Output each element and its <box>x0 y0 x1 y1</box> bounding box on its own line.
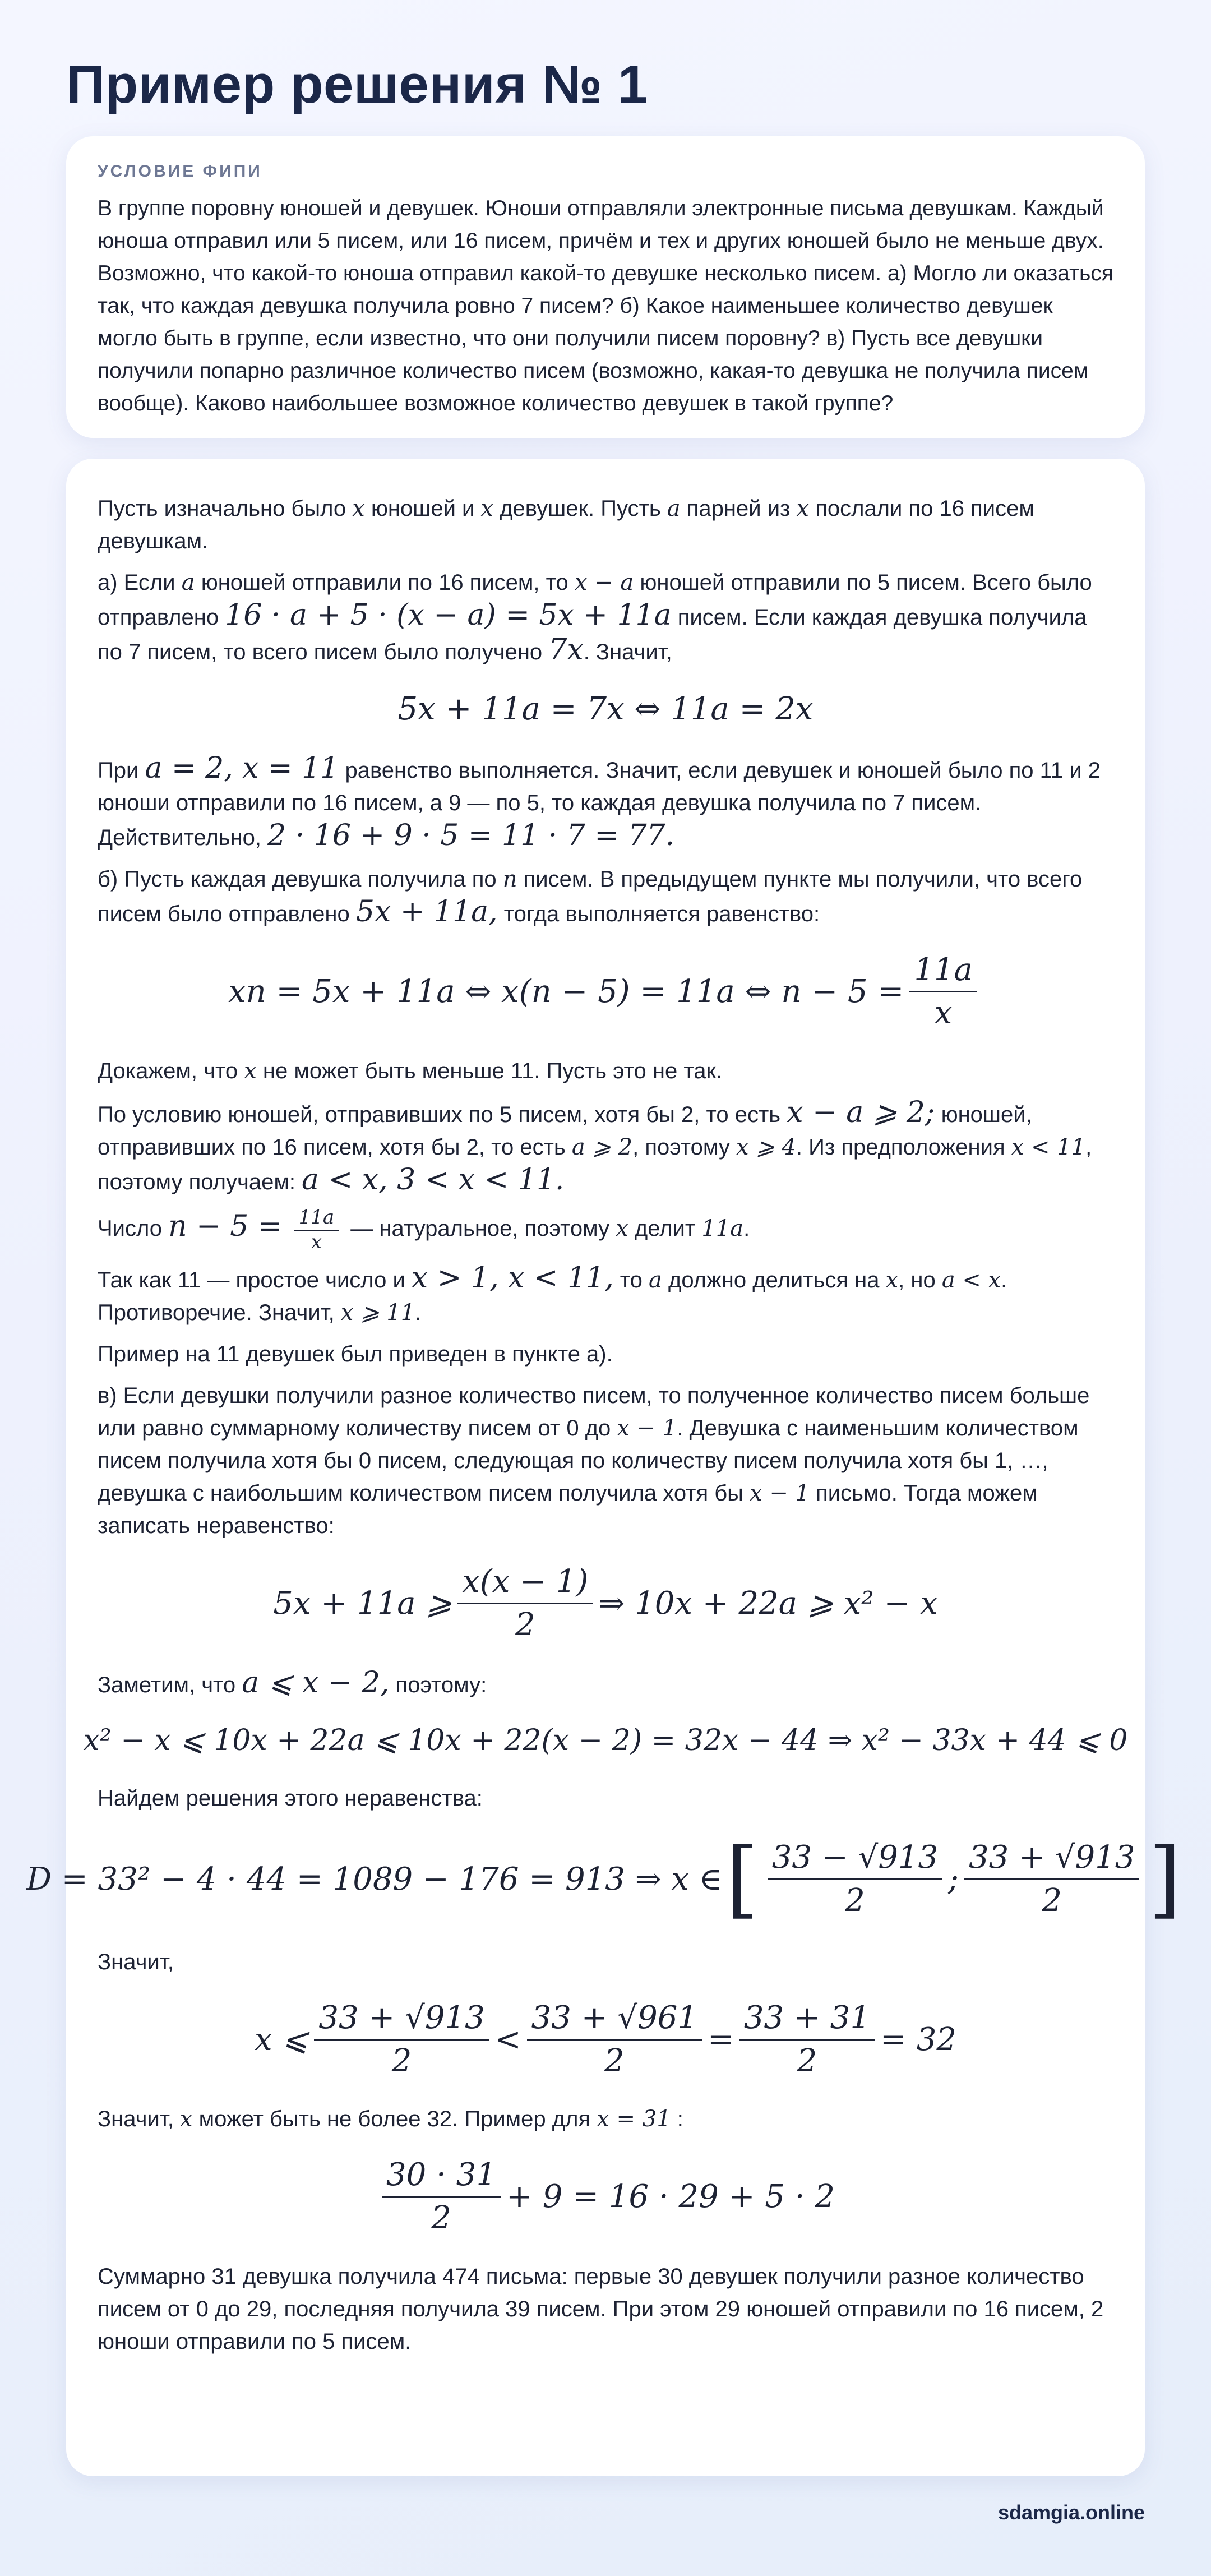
text: . Значит, <box>583 640 672 664</box>
text: должно делиться на <box>662 1267 886 1292</box>
text: тогда выполняется равенство: <box>497 902 820 926</box>
separator: ; <box>948 1861 959 1898</box>
equation-left: x ⩽ <box>255 2021 309 2058</box>
denominator: 2 <box>391 2042 412 2079</box>
text: писем. Если каждая девушка получила по 7 писем, то всего писем было получено <box>98 605 1087 664</box>
equation-2 <box>98 953 1113 1030</box>
text: письмо. Тогда можем записать неравенство: <box>98 1480 1038 1538</box>
fraction <box>768 1840 942 1918</box>
text: парней из <box>680 496 797 521</box>
part-c-therefore: Значит, <box>98 1950 174 1975</box>
math: x − 1 <box>750 1480 810 1506</box>
denominator: 2 <box>515 1606 535 1643</box>
part-b-example: Пример на 11 девушек был приведен в пункте а). <box>98 1341 613 1367</box>
text: . <box>743 1216 750 1241</box>
fraction <box>909 953 977 1030</box>
math: x <box>616 1216 628 1242</box>
text: девушек. Пусть <box>493 496 667 521</box>
part-b-claim <box>98 1055 1113 1087</box>
page-title: Пример решения № 1 <box>66 54 648 114</box>
denominator: 2 <box>431 2199 451 2236</box>
denominator: 2 <box>845 1882 865 1919</box>
math: a < x <box>941 1267 1001 1293</box>
numerator: 33 + 31 <box>739 2001 875 2041</box>
denominator: x <box>311 1230 322 1253</box>
numerator: 11a <box>294 1207 339 1230</box>
math: 2 · 16 + 9 · 5 = 11 · 7 = 77. <box>267 819 675 852</box>
operator: = <box>708 2021 734 2058</box>
text: Заметим, что <box>98 1673 242 1698</box>
part-c-paragraph <box>98 1379 1113 1542</box>
equation-right: ⇒ 10x + 22a ⩾ x² − x <box>598 1585 938 1622</box>
condition-label: УСЛОВИЕ ФИПИ <box>98 162 262 181</box>
numerator: 33 + √913 <box>314 2001 489 2041</box>
math: a ⩾ 2 <box>571 1134 633 1161</box>
math: a < x, 3 < x < 11. <box>302 1163 565 1197</box>
equation-left: xn = 5x + 11a ⇔ x(n − 5) = 11a ⇔ n − 5 = <box>228 973 904 1010</box>
math: a <box>649 1267 662 1293</box>
text: юношей, отправивших по 16 писем, хотя бы 2, то есть <box>98 1102 1032 1160</box>
inline-fraction <box>294 1207 339 1253</box>
part-b-paragraph <box>98 863 1113 930</box>
math: a ⩽ x − 2, <box>242 1666 390 1700</box>
part-a-check-paragraph <box>98 752 1113 854</box>
denominator: 2 <box>1042 1882 1062 1919</box>
text: При <box>98 758 145 783</box>
text: Так как 11 — простое число и <box>98 1267 412 1292</box>
equation-3 <box>98 1564 1113 1642</box>
text: . Противоречие. Значит, <box>98 1267 1007 1325</box>
part-a-paragraph <box>98 566 1113 668</box>
math: a <box>667 496 681 521</box>
math: x − a ⩾ 2; <box>787 1096 935 1130</box>
numerator: 11a <box>909 953 977 992</box>
text: Пусть изначально было <box>98 496 353 521</box>
math: x − a <box>574 570 634 595</box>
left-bracket: [ <box>725 1830 759 1928</box>
text: — натуральное, поэтому <box>344 1216 616 1241</box>
text: то <box>613 1267 649 1292</box>
fraction <box>964 1840 1139 1918</box>
text: . <box>415 1300 422 1325</box>
part-c-summary: Суммарно 31 девушка получила 474 письма: первые 30 девушек получили разное количество писем от 0 до 29, последняя получила 39 писем. При этом 29 юношей отправили по 16 писем, 2 юноши отправили по 5 писем. <box>98 2264 1104 2354</box>
text: юношей и <box>364 496 481 521</box>
math: x − 1 <box>617 1415 677 1441</box>
math: n − 5 = <box>168 1209 283 1244</box>
fraction <box>314 2001 489 2078</box>
math: x ⩾ 11 <box>340 1299 415 1326</box>
text: , поэтому <box>632 1135 736 1160</box>
math: 16 · a + 5 · (x − a) = 5x + 11a <box>225 598 672 632</box>
text: делит <box>628 1216 702 1241</box>
math: a = 2, x = 11 <box>145 751 339 785</box>
text: , поэтому получаем: <box>98 1135 1092 1195</box>
equation-6 <box>98 2001 1113 2078</box>
math: x > 1, x < 11, <box>411 1261 614 1295</box>
math: x < 11 <box>1011 1134 1086 1161</box>
math: n <box>502 866 517 892</box>
equation-5 <box>26 1830 1181 1928</box>
part-b-prime-paragraph <box>98 1262 1113 1329</box>
part-b-condition-paragraph <box>98 1096 1113 1198</box>
text: в) Если девушки получили разное количество писем, то полученное количество писем больше или равно суммарному количеству писем от 0 до <box>98 1383 1090 1441</box>
text: поэтому: <box>389 1673 487 1698</box>
text: : <box>671 2107 683 2132</box>
text: . Девушка с наименьшим количеством писем получила хотя бы 0 писем, следующая по количеству писем получила хотя бы 1, …, девушка с наибольшим количеством писем получила хотя бы <box>98 1415 1079 1506</box>
equation-right: = 32 <box>880 2021 956 2058</box>
math: x <box>244 1058 257 1084</box>
text: Число <box>98 1216 169 1241</box>
numerator: 30 · 31 <box>382 2158 501 2198</box>
equation-4: x² − x ⩽ 10x + 22a ⩽ 10x + 22(x − 2) = 32x − 44 ⇒ x² − 33x + 44 ⩽ 0 <box>83 1724 1128 1758</box>
math: 11a <box>701 1216 744 1242</box>
text: . Из предположения <box>796 1135 1011 1160</box>
site-footer: sdamgia.online <box>997 2501 1145 2524</box>
denominator: x <box>934 994 953 1031</box>
fraction <box>382 2158 501 2235</box>
text: б) Пусть каждая девушка получила по <box>98 867 503 892</box>
equation-left: 5x + 11a ⩾ <box>273 1585 452 1622</box>
math: x = 31 <box>597 2106 671 2132</box>
part-c-note <box>98 1666 1113 1701</box>
right-bracket: ] <box>1148 1830 1181 1928</box>
math: x <box>352 496 365 521</box>
equation-1: 5x + 11a = 7x ⇔ 11a = 2x <box>397 691 814 727</box>
condition-card <box>66 136 1145 438</box>
equation-7 <box>98 2158 1113 2235</box>
text: может быть не более 32. Пример для <box>192 2107 597 2132</box>
text: юношей отправили по 5 писем. Всего было отправлено <box>98 570 1092 630</box>
math: a <box>181 570 195 595</box>
fraction <box>739 2001 875 2078</box>
text: Докажем, что <box>98 1059 244 1084</box>
math: x <box>179 2106 193 2132</box>
part-c-conclusion <box>98 2103 1113 2135</box>
condition-text: В группе поровну юношей и девушек. Юноши отправляли электронные письма девушкам. Каждый юноша отправил или 5 писем, или 16 писем, причём и тех и других юношей было не меньше двух. Возможно, что какой-то юноша отправил какой-то девушке несколько писем. а) Могло ли оказаться так, что каждая девушка получила ровно 7 писем? б) Какое наименьшее количество девушек могло быть в группе, если известно, что они получили писем поровну? в) Пусть все девушки получили попарно различное количество писем (возможно, какая-то девушка не получила писем вообще). Каково наибольшее возможное количество девушек в такой группе? <box>98 196 1113 416</box>
text: писем. В предыдущем пункте мы получили, что всего писем было отправлено <box>98 867 1083 926</box>
denominator: 2 <box>797 2042 817 2079</box>
operator: < <box>494 2021 521 2058</box>
text: а) Если <box>98 570 182 595</box>
text: не может быть меньше 11. Пусть это не так. <box>256 1059 723 1084</box>
math: x ⩾ 4 <box>736 1134 796 1161</box>
fraction <box>527 2001 702 2078</box>
math: x <box>796 496 810 521</box>
numerator: 33 − √913 <box>768 1840 942 1880</box>
text: , но <box>898 1267 942 1292</box>
math: 7x <box>548 633 584 667</box>
text: юношей отправили по 16 писем, то <box>195 570 575 595</box>
equation-left: D = 33² − 4 · 44 = 1089 − 176 = 913 ⇒ x ∈ <box>26 1861 723 1898</box>
math: x <box>885 1267 899 1293</box>
part-c-solve-intro: Найдем решения этого неравенства: <box>98 1786 483 1811</box>
text: послали по 16 писем девушкам. <box>98 496 1034 553</box>
numerator: 33 + √913 <box>964 1840 1139 1880</box>
part-b-natural-paragraph <box>98 1207 1113 1253</box>
solution-card <box>26 459 1181 2476</box>
text: Значит, <box>98 2107 180 2132</box>
math: 5x + 11a, <box>355 895 498 929</box>
numerator: 33 + √961 <box>527 2001 702 2041</box>
fraction <box>457 1564 593 1642</box>
equation-right: + 9 = 16 · 29 + 5 · 2 <box>506 2178 835 2215</box>
numerator: x(x − 1) <box>457 1564 593 1604</box>
text: По условию юношей, отправивших по 5 писем, хотя бы 2, то есть <box>98 1102 787 1128</box>
text: равенство выполняется. Значит, если девушек и юношей было по 11 и 2 юноши отправили по 16 писем, а 9 — по 5, то каждая девушка получила по 7 писем. Действительно, <box>98 758 1101 850</box>
math: x <box>480 496 494 521</box>
denominator: 2 <box>604 2042 625 2079</box>
solution-intro <box>98 492 1113 557</box>
